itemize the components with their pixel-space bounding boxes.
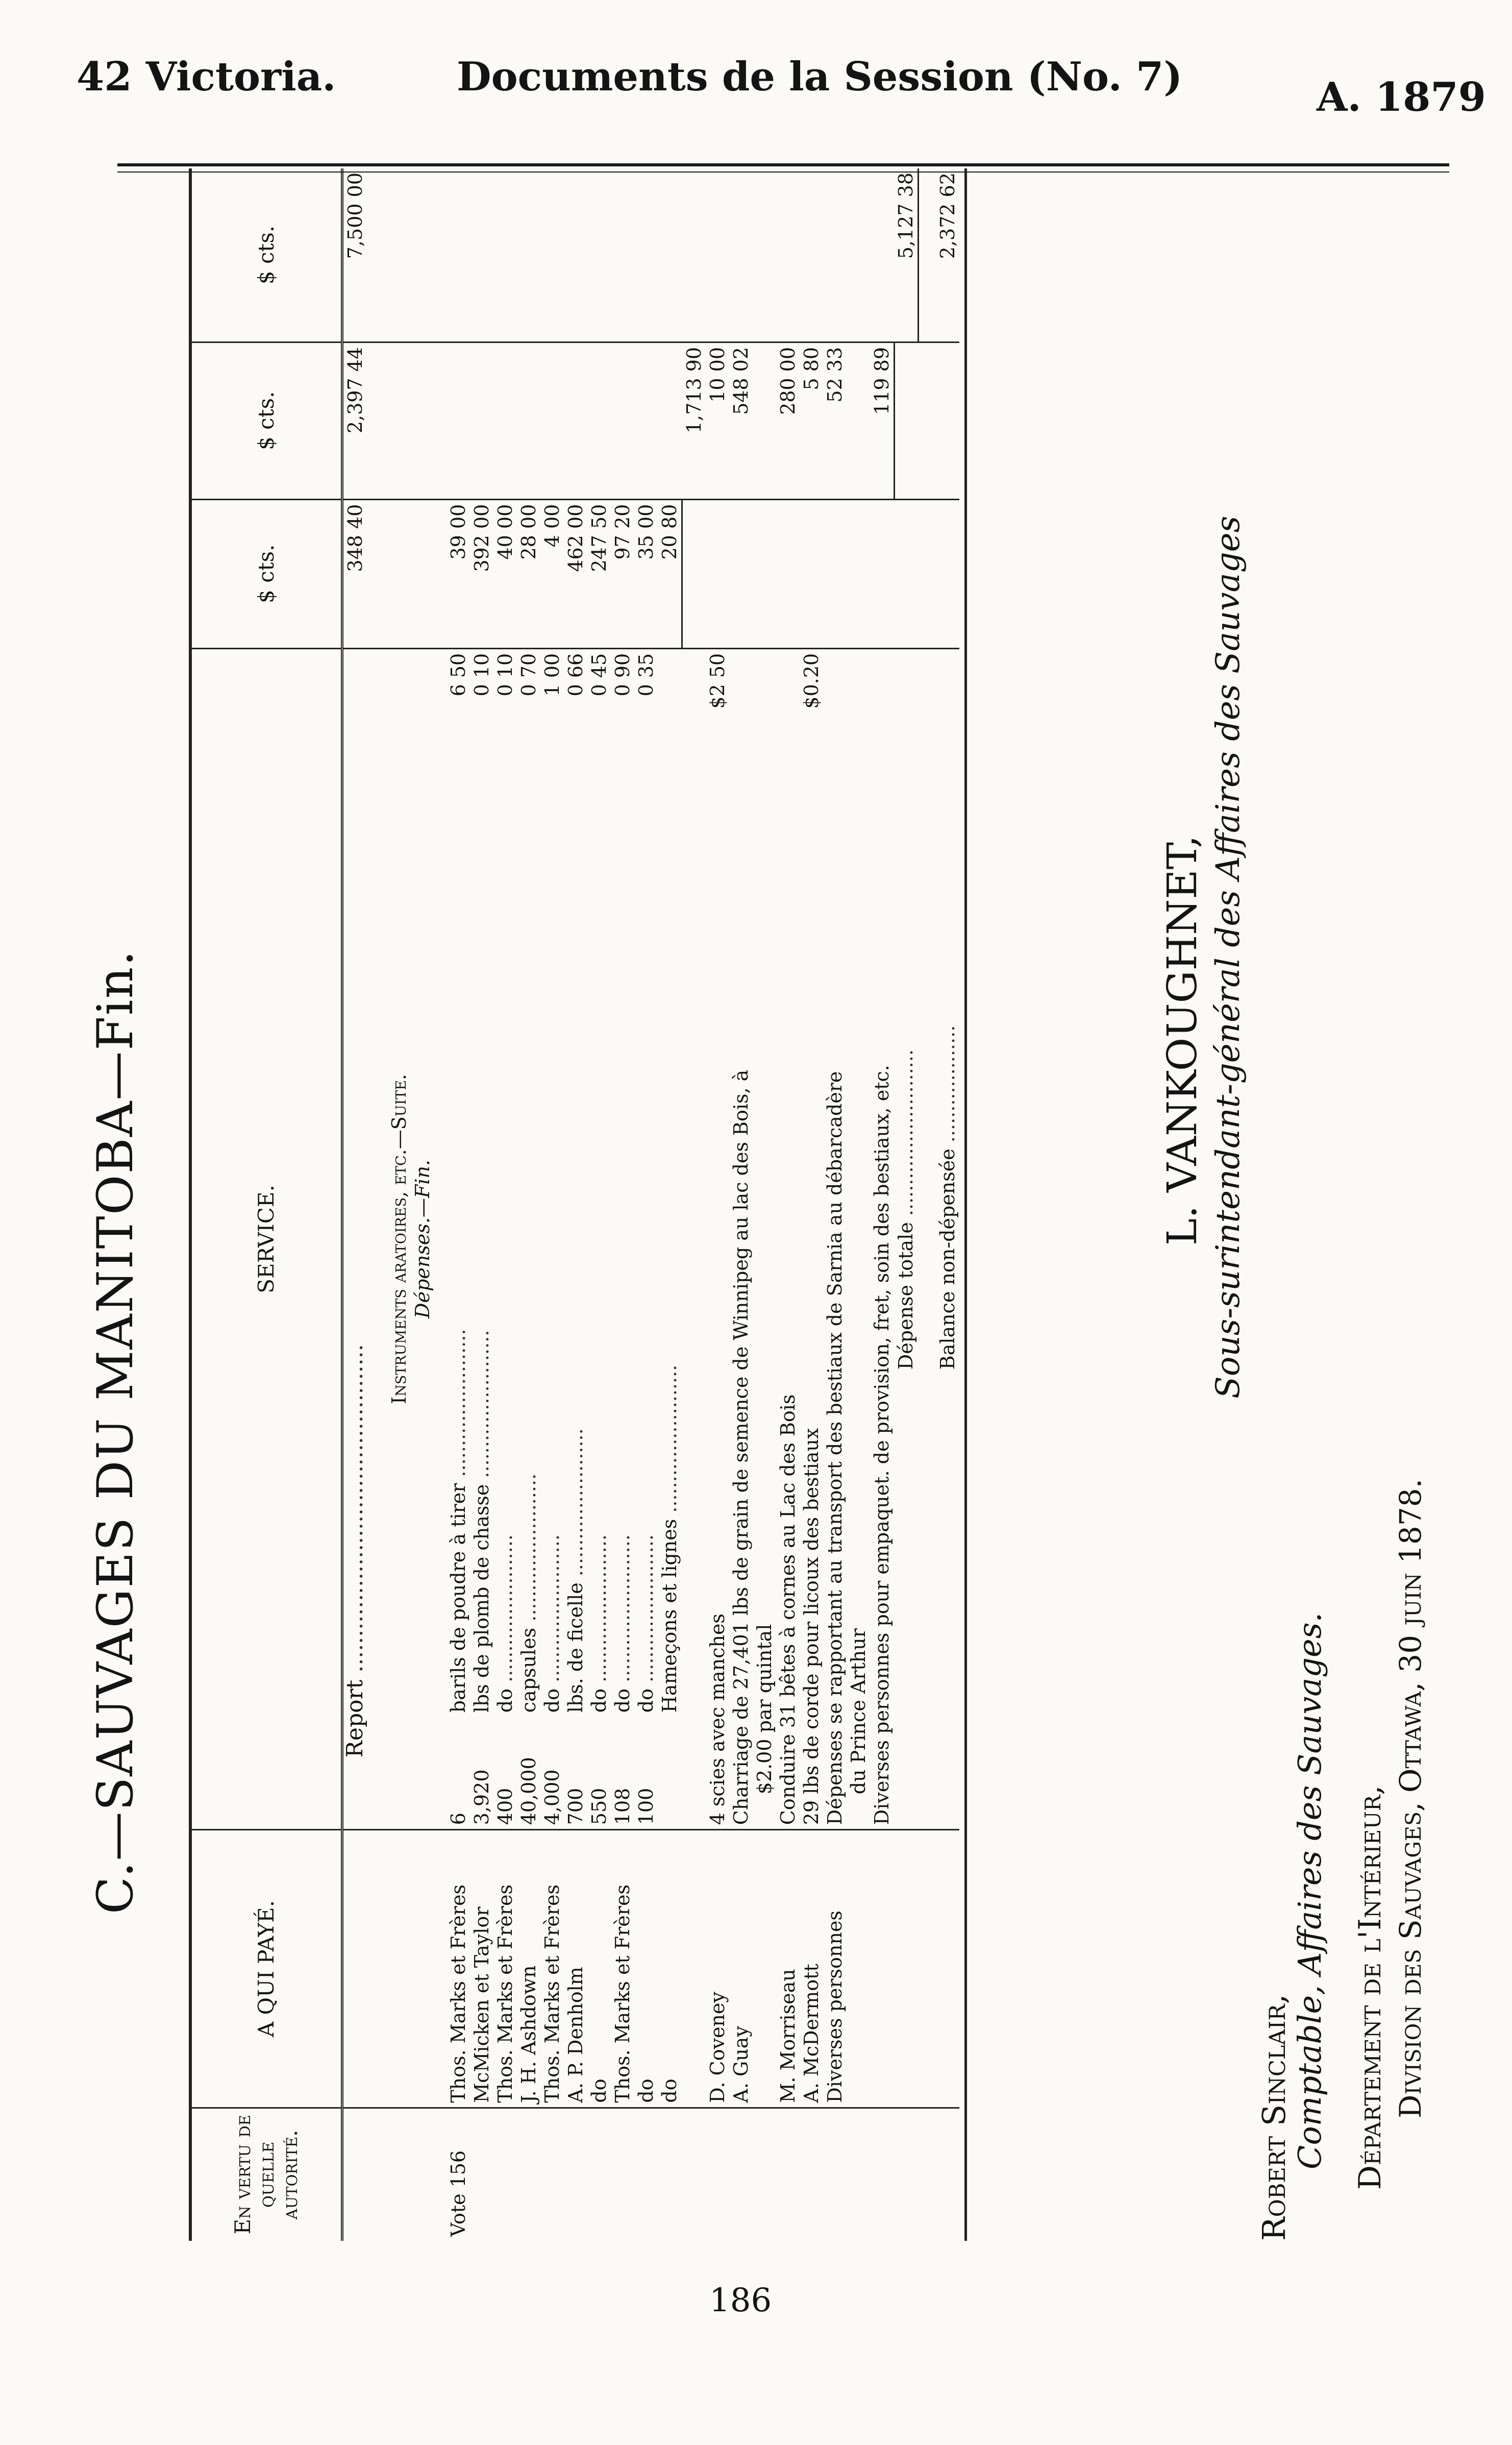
page-number: 186 — [709, 2282, 772, 2319]
authority-cell — [493, 2108, 517, 2241]
amount-b-cell — [447, 342, 470, 499]
table-row — [540, 168, 564, 2241]
leader-dots: ........................ — [517, 1473, 540, 1628]
item: do — [541, 1689, 563, 1713]
report-c: 7,500 00 — [342, 168, 367, 342]
column-payee: A QUI PAYÉ. — [190, 1830, 342, 2108]
quantity: 40,000 — [517, 1757, 540, 1825]
amount-c-cell — [658, 168, 682, 342]
report-row: Report .............................................. 348 40 2,397 44 7,500 00 — [342, 168, 367, 2241]
amount-a-cell — [729, 499, 776, 648]
amount-a-cell: 4 00 — [540, 499, 564, 648]
service-text: Diverses personnes pour empaquet. de provision, fret, soin des bestiaux, etc. — [870, 1065, 893, 1825]
table-row — [611, 168, 634, 2241]
amount-a-cell: 35 00 — [634, 499, 658, 648]
rate: 0 10 — [470, 653, 493, 697]
section-heading: Instruments aratoires, etc.—Suite. — [387, 648, 411, 1830]
total-label: Dépense totale — [895, 1222, 917, 1370]
table-row — [658, 168, 682, 2241]
rate: $2 50 — [706, 653, 729, 709]
amount-c-cell — [823, 168, 870, 342]
amount-b-cell: 280 00 — [776, 342, 800, 499]
amount-b-cell: 10 00 — [706, 342, 729, 499]
subtotal-b: 1,713 90 — [682, 342, 706, 499]
service-text: Dépenses se rapportant au transport des bestiaux de Sarnia au débarcadère — [823, 1071, 846, 1825]
service-cell — [776, 648, 800, 1830]
payee-cell: D. Coveney — [706, 1830, 729, 2108]
expense-rows — [447, 168, 682, 2241]
item: Hameçons et lignes — [658, 1519, 681, 1713]
table-row — [493, 168, 517, 2241]
service-text-continued: du Prince Arthur — [847, 1628, 870, 1795]
amount-b-cell — [470, 342, 493, 499]
division-date: Division des Sauvages, Ottawa, 30 juin 1878. — [1393, 1478, 1428, 2118]
amount-b-cell — [517, 342, 540, 499]
service-cell — [611, 648, 634, 1830]
quantity: 3,920 — [470, 1769, 493, 1825]
quantity: 4,000 — [541, 1769, 563, 1825]
rate: $0.20 — [800, 653, 823, 709]
amount-c-cell — [447, 168, 470, 342]
payee-cell: do — [587, 1830, 611, 2108]
balance-c: 2,372 62 — [919, 168, 959, 342]
amount-b-cell — [611, 342, 634, 499]
authority-cell — [870, 2108, 895, 2241]
table-row — [470, 168, 493, 2241]
amount-c-cell — [634, 168, 658, 342]
amount-a-cell — [800, 499, 823, 648]
service-cell — [587, 648, 611, 1830]
signature-right-name: L. VANKOUGHNET, — [1158, 835, 1206, 1245]
item: lbs de plomb de chasse — [470, 1484, 493, 1713]
payee-cell: J. H. Ashdown — [517, 1830, 540, 2108]
item: do — [494, 1689, 516, 1713]
authority-cell — [564, 2108, 587, 2241]
signature-left-title: Comptable, Affaires des Sauvages. — [1291, 1612, 1328, 2169]
service-cell — [823, 648, 870, 1830]
amount-a-cell: 20 80 — [658, 499, 682, 648]
header-center: Documents de la Session (No. 7) — [457, 54, 1183, 100]
amount-c-cell — [587, 168, 611, 342]
service-cell — [564, 648, 587, 1830]
rate: 0 10 — [494, 653, 516, 697]
item: lbs. de ficelle — [564, 1582, 587, 1713]
leader-dots: ........................ — [494, 1534, 516, 1689]
payee-cell: Thos. Marks et Frères — [611, 1830, 634, 2108]
amount-b-cell — [540, 342, 564, 499]
payee-cell: A. Guay — [729, 1830, 776, 2108]
table-row — [447, 168, 470, 2241]
rate: 0 66 — [564, 653, 587, 697]
section-sub-row — [411, 168, 447, 2241]
item: do — [611, 1689, 634, 1713]
authority-cell — [776, 2108, 800, 2241]
authority-cell — [540, 2108, 564, 2241]
leader-dots: ........................ — [658, 1364, 681, 1519]
table-row — [870, 168, 895, 2241]
authority-cell — [517, 2108, 540, 2241]
amount-a-cell — [870, 499, 895, 648]
leader-dots: ........................ — [470, 1330, 493, 1484]
item: do — [588, 1689, 610, 1713]
payee-cell — [870, 1830, 895, 2108]
table-row — [634, 168, 658, 2241]
service-text: 4 scies avec manches — [706, 1613, 729, 1825]
amount-a-cell: 40 00 — [493, 499, 517, 648]
amount-b-cell: 119 89 — [870, 342, 895, 499]
service-cell — [729, 648, 776, 1830]
authority-cell — [634, 2108, 658, 2241]
payee-cell: do — [658, 1830, 682, 2108]
amount-c-cell — [540, 168, 564, 342]
quantity: 6 — [447, 1813, 469, 1825]
subtotal-row — [682, 168, 706, 2241]
service-cell — [800, 648, 823, 1830]
amount-a-cell — [823, 499, 870, 648]
total-c: 5,127 38 — [894, 168, 919, 342]
leader-dots: ........................ — [564, 1428, 587, 1583]
payee-cell: Thos. Marks et Frères — [447, 1830, 470, 2108]
service-cell — [870, 648, 895, 1830]
amount-c-cell — [517, 168, 540, 342]
leader-dots: ........................ — [588, 1534, 610, 1689]
authority-cell — [470, 2108, 493, 2241]
rate: 0 90 — [611, 653, 634, 697]
amount-c-cell — [493, 168, 517, 342]
header-rule — [117, 163, 1449, 166]
amount-a-cell: 247 50 — [587, 499, 611, 648]
column-amount-a: $ cts. — [190, 499, 342, 648]
service-cell — [658, 648, 682, 1830]
amount-b-cell: 52 33 — [823, 342, 870, 499]
item: capsules — [517, 1627, 540, 1713]
amount-c-cell — [611, 168, 634, 342]
leader-dots: ........................ — [635, 1534, 657, 1689]
total-row: Dépense totale ........................... 5,127 38 — [894, 168, 919, 2241]
report-label: Report — [342, 1679, 368, 1758]
column-amount-b: $ cts. — [190, 342, 342, 499]
amount-a-cell: 392 00 — [470, 499, 493, 648]
page-title: C.—SAUVAGES DU MANITOBA—Fin. — [87, 949, 144, 1914]
amount-c-cell — [470, 168, 493, 342]
service-text: Charriage de 27,401 lbs de grain de semence de Winnipeg au lac des Bois, à — [729, 1069, 752, 1825]
amount-b-cell — [634, 342, 658, 499]
payee-cell: A. P. Denholm — [564, 1830, 587, 2108]
amount-a-cell — [776, 499, 800, 648]
service-cell — [493, 648, 517, 1830]
payee-cell: do — [634, 1830, 658, 2108]
report-a: 348 40 — [342, 499, 367, 648]
amount-b-cell — [587, 342, 611, 499]
authority-cell — [823, 2108, 870, 2241]
column-service: SERVICE. — [190, 648, 342, 1830]
table-row — [587, 168, 611, 2241]
quantity: 108 — [611, 1788, 634, 1825]
amount-c-cell — [870, 168, 895, 342]
authority-cell — [587, 2108, 611, 2241]
service-text: Conduire 31 bêtes à cornes au Lac des Bois — [776, 1394, 799, 1825]
amount-b-cell: 5 80 — [800, 342, 823, 499]
department: Département de l'Intérieur, — [1352, 1785, 1388, 2190]
service-text-continued: $2.00 par quintal — [753, 1624, 776, 1795]
payee-cell: Diverses personnes — [823, 1830, 870, 2108]
amount-b-cell — [493, 342, 517, 499]
quantity: 100 — [635, 1788, 657, 1825]
report-b: 2,397 44 — [342, 342, 367, 499]
amount-b-cell — [564, 342, 587, 499]
signature-left-name: Robert Sinclair, — [1255, 1994, 1293, 2241]
service-cell — [706, 648, 729, 1830]
table-row — [517, 168, 540, 2241]
authority-cell: Vote 156 — [447, 2150, 469, 2237]
expense-rows-2 — [706, 168, 895, 2241]
table-row — [800, 168, 823, 2241]
balance-row: Balance non-dépensée ................... 2,372 62 — [919, 168, 959, 2241]
authority-cell — [706, 2108, 729, 2241]
rate: 0 35 — [635, 653, 657, 697]
amount-c-cell — [776, 168, 800, 342]
service-cell — [470, 648, 493, 1830]
rate: 1 00 — [541, 653, 563, 697]
rotated-ledger-page — [71, 168, 1449, 2241]
service-cell — [517, 648, 540, 1830]
leader-dots: ........................ — [447, 1329, 469, 1483]
leader-dots: ........................ — [541, 1534, 563, 1689]
payee-cell: A. McDermott — [800, 1830, 823, 2108]
balance-label: Balance non-dépensée — [936, 1148, 959, 1370]
payee-cell: McMicken et Taylor — [470, 1830, 493, 2108]
section-heading-row — [387, 168, 411, 2241]
item: barils de poudre à tirer — [447, 1483, 469, 1713]
authority-cell — [611, 2108, 634, 2241]
rate: 6 50 — [447, 653, 469, 697]
table-row — [564, 168, 587, 2241]
ledger-table — [189, 168, 967, 2241]
service-cell — [447, 648, 470, 1830]
quantity: 700 — [564, 1788, 587, 1825]
table-row — [823, 168, 870, 2241]
service-cell — [634, 648, 658, 1830]
amount-a-cell — [706, 499, 729, 648]
amount-a-cell: 28 00 — [517, 499, 540, 648]
header-right: A. 1879 — [1317, 74, 1486, 120]
quantity: 550 — [588, 1788, 610, 1825]
authority-cell — [800, 2108, 823, 2241]
leader-dots: ........................ — [611, 1534, 634, 1689]
column-amount-c: $ cts. — [190, 168, 342, 342]
amount-a-cell: 39 00 — [447, 499, 470, 648]
service-text: 29 lbs de corde pour licoux des bestiaux — [800, 1428, 823, 1825]
amount-a-cell: 97 20 — [611, 499, 634, 648]
payee-cell: M. Morriseau — [776, 1830, 800, 2108]
table-row — [706, 168, 729, 2241]
service-cell — [540, 648, 564, 1830]
amount-c-cell — [729, 168, 776, 342]
rate: 0 70 — [517, 653, 540, 697]
payee-cell: Thos. Marks et Frères — [493, 1830, 517, 2108]
amount-b-cell — [658, 342, 682, 499]
table-row — [729, 168, 776, 2241]
amount-c-cell — [564, 168, 587, 342]
amount-a-cell: 462 00 — [564, 499, 587, 648]
table-row — [776, 168, 800, 2241]
rate: 0 45 — [588, 653, 610, 697]
amount-b-cell: 548 02 — [729, 342, 776, 499]
quantity: 400 — [494, 1788, 516, 1825]
authority-cell — [658, 2108, 682, 2241]
amount-c-cell — [800, 168, 823, 342]
section-subheading: Dépenses.—Fin. — [411, 648, 447, 1830]
amount-c-cell — [706, 168, 729, 342]
column-authority: En vertu de quelle autorité. — [190, 2108, 342, 2241]
authority-cell — [729, 2108, 776, 2241]
payee-cell: Thos. Marks et Frères — [540, 1830, 564, 2108]
header-left: 42 Victoria. — [77, 54, 336, 100]
item: do — [635, 1689, 657, 1713]
signature-right-title: Sous-surintendant-général des Affaires des Sauvages — [1209, 516, 1247, 1399]
